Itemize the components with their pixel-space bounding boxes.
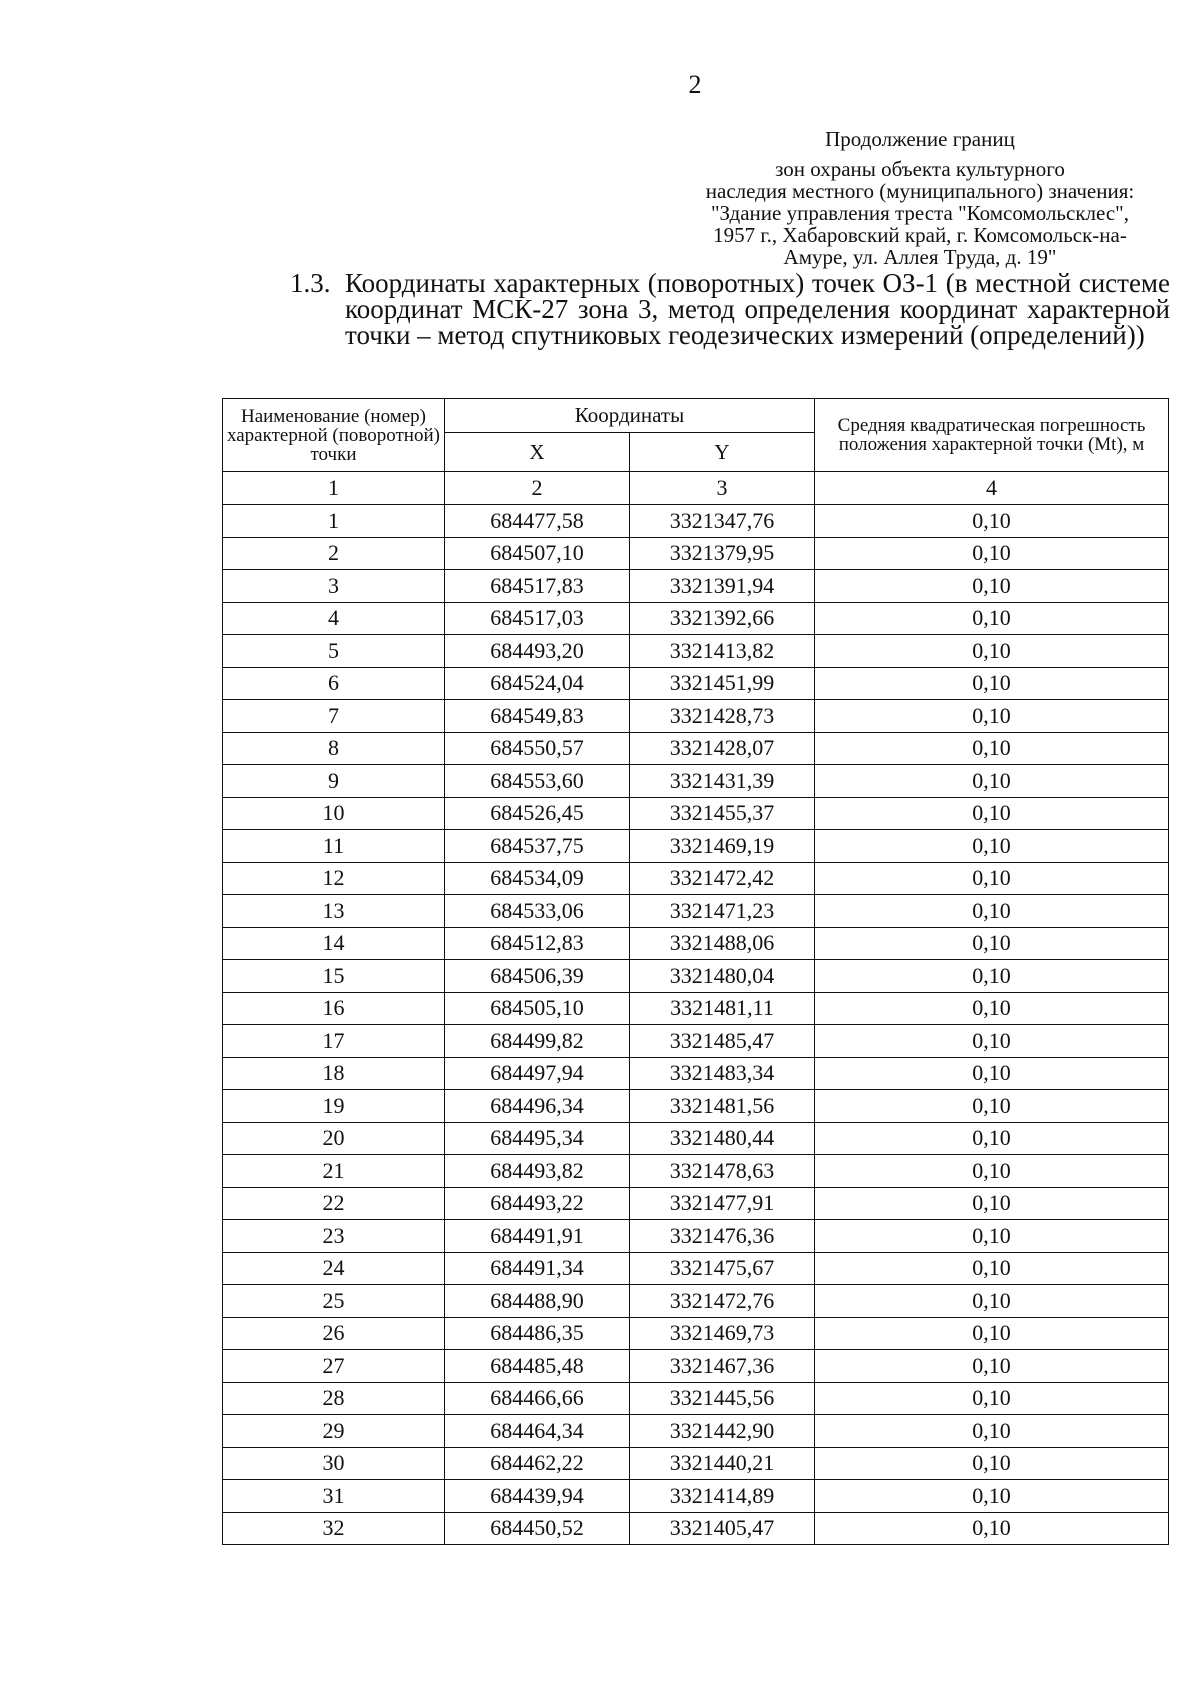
- x-coordinate-cell: 684477,58: [445, 505, 630, 538]
- error-cell: 0,10: [815, 1382, 1169, 1415]
- table-row: [223, 1350, 1169, 1383]
- x-coordinate-cell: 684499,82: [445, 1025, 630, 1058]
- table-row: [223, 1415, 1169, 1448]
- table-row: [223, 1285, 1169, 1318]
- point-number-cell: 11: [223, 830, 445, 863]
- error-cell: 0,10: [815, 1122, 1169, 1155]
- error-cell: 0,10: [815, 505, 1169, 538]
- point-number-cell: 30: [223, 1447, 445, 1480]
- page-number: 2: [688, 70, 702, 99]
- error-cell: 0,10: [815, 1512, 1169, 1545]
- error-cell: 0,10: [815, 1252, 1169, 1285]
- y-coordinate-cell: 3321480,44: [630, 1122, 815, 1155]
- header-y: Y: [630, 433, 815, 472]
- x-coordinate-cell: 684537,75: [445, 830, 630, 863]
- y-coordinate-cell: 3321477,91: [630, 1187, 815, 1220]
- point-number-cell: 8: [223, 732, 445, 765]
- x-coordinate-cell: 684464,34: [445, 1415, 630, 1448]
- error-cell: 0,10: [815, 1155, 1169, 1188]
- point-number-cell: 18: [223, 1057, 445, 1090]
- error-cell: 0,10: [815, 635, 1169, 668]
- x-coordinate-cell: 684486,35: [445, 1317, 630, 1350]
- x-coordinate-cell: 684507,10: [445, 537, 630, 570]
- point-number-cell: 28: [223, 1382, 445, 1415]
- y-coordinate-cell: 3321485,47: [630, 1025, 815, 1058]
- point-number-cell: 22: [223, 1187, 445, 1220]
- error-cell: 0,10: [815, 732, 1169, 765]
- table-row: [223, 862, 1169, 895]
- table-row: [223, 1480, 1169, 1513]
- y-coordinate-cell: 3321431,39: [630, 765, 815, 798]
- y-coordinate-cell: 3321469,73: [630, 1317, 815, 1350]
- column-number: 4: [815, 472, 1169, 505]
- point-number-cell: 31: [223, 1480, 445, 1513]
- point-number-cell: 3: [223, 570, 445, 603]
- error-cell: 0,10: [815, 1480, 1169, 1513]
- error-cell: 0,10: [815, 570, 1169, 603]
- error-cell: 0,10: [815, 862, 1169, 895]
- point-number-cell: 15: [223, 960, 445, 993]
- point-number-cell: 32: [223, 1512, 445, 1545]
- table-row: [223, 1057, 1169, 1090]
- coordinates-table-body: [223, 505, 1169, 1545]
- table-row: [223, 1220, 1169, 1253]
- y-coordinate-cell: 3321413,82: [630, 635, 815, 668]
- x-coordinate-cell: 684553,60: [445, 765, 630, 798]
- error-cell: 0,10: [815, 1447, 1169, 1480]
- point-number-cell: 7: [223, 700, 445, 733]
- error-cell: 0,10: [815, 1090, 1169, 1123]
- x-coordinate-cell: 684533,06: [445, 895, 630, 928]
- point-number-cell: 14: [223, 927, 445, 960]
- y-coordinate-cell: 3321379,95: [630, 537, 815, 570]
- point-number-cell: 19: [223, 1090, 445, 1123]
- point-number-cell: 24: [223, 1252, 445, 1285]
- table-row: [223, 602, 1169, 635]
- table-row: [223, 1252, 1169, 1285]
- x-coordinate-cell: 684491,91: [445, 1220, 630, 1253]
- y-coordinate-cell: 3321476,36: [630, 1220, 815, 1253]
- error-cell: 0,10: [815, 765, 1169, 798]
- table-row: [223, 1447, 1169, 1480]
- x-coordinate-cell: 684534,09: [445, 862, 630, 895]
- point-number-cell: 29: [223, 1415, 445, 1448]
- point-number-cell: 6: [223, 667, 445, 700]
- table-row: [223, 1155, 1169, 1188]
- x-coordinate-cell: 684462,22: [445, 1447, 630, 1480]
- table-row: [223, 635, 1169, 668]
- header-line: Амуре, ул. Аллея Труда, д. 19": [783, 245, 1057, 269]
- y-coordinate-cell: 3321472,42: [630, 862, 815, 895]
- point-number-cell: 16: [223, 992, 445, 1025]
- point-number-cell: 4: [223, 602, 445, 635]
- y-coordinate-cell: 3321414,89: [630, 1480, 815, 1513]
- point-number-cell: 1: [223, 505, 445, 538]
- x-coordinate-cell: 684466,66: [445, 1382, 630, 1415]
- y-coordinate-cell: 3321488,06: [630, 927, 815, 960]
- x-coordinate-cell: 684493,22: [445, 1187, 630, 1220]
- error-cell: 0,10: [815, 895, 1169, 928]
- table-row: [223, 992, 1169, 1025]
- table-row: [223, 537, 1169, 570]
- y-coordinate-cell: 3321445,56: [630, 1382, 815, 1415]
- table-row: [223, 1512, 1169, 1545]
- x-coordinate-cell: 684496,34: [445, 1090, 630, 1123]
- table-row: [223, 797, 1169, 830]
- header-line: наследия местного (муниципального) значения:: [705, 179, 1135, 203]
- point-number-cell: 13: [223, 895, 445, 928]
- point-number-cell: 5: [223, 635, 445, 668]
- y-coordinate-cell: 3321483,34: [630, 1057, 815, 1090]
- y-coordinate-cell: 3321391,94: [630, 570, 815, 603]
- x-coordinate-cell: 684524,04: [445, 667, 630, 700]
- error-cell: 0,10: [815, 1285, 1169, 1318]
- error-cell: 0,10: [815, 602, 1169, 635]
- x-coordinate-cell: 684497,94: [445, 1057, 630, 1090]
- y-coordinate-cell: 3321478,63: [630, 1155, 815, 1188]
- x-coordinate-cell: 684491,34: [445, 1252, 630, 1285]
- error-cell: 0,10: [815, 537, 1169, 570]
- document-header-caption: [660, 128, 1180, 268]
- x-coordinate-cell: 684450,52: [445, 1512, 630, 1545]
- x-coordinate-cell: 684495,34: [445, 1122, 630, 1155]
- table-row: [223, 570, 1169, 603]
- header-title: Продолжение границ: [825, 127, 1015, 151]
- column-number-row: [223, 472, 1169, 505]
- table-row: [223, 700, 1169, 733]
- table-row: [223, 667, 1169, 700]
- header-line: 1957 г., Хабаровский край, г. Комсомольск-на-: [713, 223, 1127, 247]
- table-row: [223, 1317, 1169, 1350]
- table-row: [223, 927, 1169, 960]
- y-coordinate-cell: 3321481,56: [630, 1090, 815, 1123]
- column-number: 1: [223, 472, 445, 505]
- column-number: 3: [630, 472, 815, 505]
- error-cell: 0,10: [815, 1220, 1169, 1253]
- y-coordinate-cell: 3321392,66: [630, 602, 815, 635]
- table-row: [223, 732, 1169, 765]
- y-coordinate-cell: 3321428,73: [630, 700, 815, 733]
- y-coordinate-cell: 3321455,37: [630, 797, 815, 830]
- point-number-cell: 25: [223, 1285, 445, 1318]
- point-number-cell: 10: [223, 797, 445, 830]
- point-number-cell: 12: [223, 862, 445, 895]
- section-number: 1.3.: [290, 268, 331, 298]
- point-number-cell: 26: [223, 1317, 445, 1350]
- y-coordinate-cell: 3321347,76: [630, 505, 815, 538]
- y-coordinate-cell: 3321475,67: [630, 1252, 815, 1285]
- header-x: X: [445, 433, 630, 472]
- table-row: [223, 1187, 1169, 1220]
- table-row: [223, 1090, 1169, 1123]
- x-coordinate-cell: 684512,83: [445, 927, 630, 960]
- y-coordinate-cell: 3321428,07: [630, 732, 815, 765]
- header-line: зон охраны объекта культурного: [775, 157, 1065, 181]
- error-cell: 0,10: [815, 797, 1169, 830]
- table-row: [223, 1382, 1169, 1415]
- y-coordinate-cell: 3321442,90: [630, 1415, 815, 1448]
- point-number-cell: 9: [223, 765, 445, 798]
- column-number: 2: [445, 472, 630, 505]
- point-number-cell: 23: [223, 1220, 445, 1253]
- table-row: [223, 895, 1169, 928]
- y-coordinate-cell: 3321467,36: [630, 1350, 815, 1383]
- x-coordinate-cell: 684439,94: [445, 1480, 630, 1513]
- point-number-cell: 2: [223, 537, 445, 570]
- error-cell: 0,10: [815, 830, 1169, 863]
- error-cell: 0,10: [815, 992, 1169, 1025]
- x-coordinate-cell: 684505,10: [445, 992, 630, 1025]
- table-row: [223, 960, 1169, 993]
- header-point-name: Наименование (номер) характерной (поворотной) точки: [223, 399, 445, 472]
- point-number-cell: 17: [223, 1025, 445, 1058]
- error-cell: 0,10: [815, 960, 1169, 993]
- error-cell: 0,10: [815, 1317, 1169, 1350]
- y-coordinate-cell: 3321405,47: [630, 1512, 815, 1545]
- x-coordinate-cell: 684485,48: [445, 1350, 630, 1383]
- point-number-cell: 27: [223, 1350, 445, 1383]
- error-cell: 0,10: [815, 1350, 1169, 1383]
- error-cell: 0,10: [815, 667, 1169, 700]
- y-coordinate-cell: 3321451,99: [630, 667, 815, 700]
- coordinates-table: [222, 398, 1169, 1545]
- error-cell: 0,10: [815, 700, 1169, 733]
- point-number-cell: 21: [223, 1155, 445, 1188]
- section-heading: [290, 270, 1170, 348]
- header-mean-square-error: Средняя квадратическая погрешность положения характерной точки (Mt), м: [815, 399, 1169, 472]
- header-coordinates: Координаты: [445, 399, 815, 433]
- x-coordinate-cell: 684493,20: [445, 635, 630, 668]
- error-cell: 0,10: [815, 1187, 1169, 1220]
- table-row: [223, 830, 1169, 863]
- section-text: Координаты характерных (поворотных) точек ОЗ-1 (в местной системе координат МСК-27 зона 3, метод определения координат характерной точки – метод спутниковых геодезических измерений (определений)): [345, 268, 1170, 350]
- error-cell: 0,10: [815, 927, 1169, 960]
- x-coordinate-cell: 684506,39: [445, 960, 630, 993]
- x-coordinate-cell: 684526,45: [445, 797, 630, 830]
- error-cell: 0,10: [815, 1025, 1169, 1058]
- x-coordinate-cell: 684549,83: [445, 700, 630, 733]
- y-coordinate-cell: 3321471,23: [630, 895, 815, 928]
- table-row: [223, 1122, 1169, 1155]
- y-coordinate-cell: 3321481,11: [630, 992, 815, 1025]
- table-row: [223, 1025, 1169, 1058]
- x-coordinate-cell: 684550,57: [445, 732, 630, 765]
- y-coordinate-cell: 3321480,04: [630, 960, 815, 993]
- x-coordinate-cell: 684517,03: [445, 602, 630, 635]
- table-row: [223, 765, 1169, 798]
- x-coordinate-cell: 684493,82: [445, 1155, 630, 1188]
- table-row: [223, 505, 1169, 538]
- point-number-cell: 20: [223, 1122, 445, 1155]
- y-coordinate-cell: 3321469,19: [630, 830, 815, 863]
- y-coordinate-cell: 3321440,21: [630, 1447, 815, 1480]
- error-cell: 0,10: [815, 1057, 1169, 1090]
- y-coordinate-cell: 3321472,76: [630, 1285, 815, 1318]
- x-coordinate-cell: 684488,90: [445, 1285, 630, 1318]
- x-coordinate-cell: 684517,83: [445, 570, 630, 603]
- header-line: "Здание управления треста "Комсомольсклес",: [710, 201, 1129, 225]
- error-cell: 0,10: [815, 1415, 1169, 1448]
